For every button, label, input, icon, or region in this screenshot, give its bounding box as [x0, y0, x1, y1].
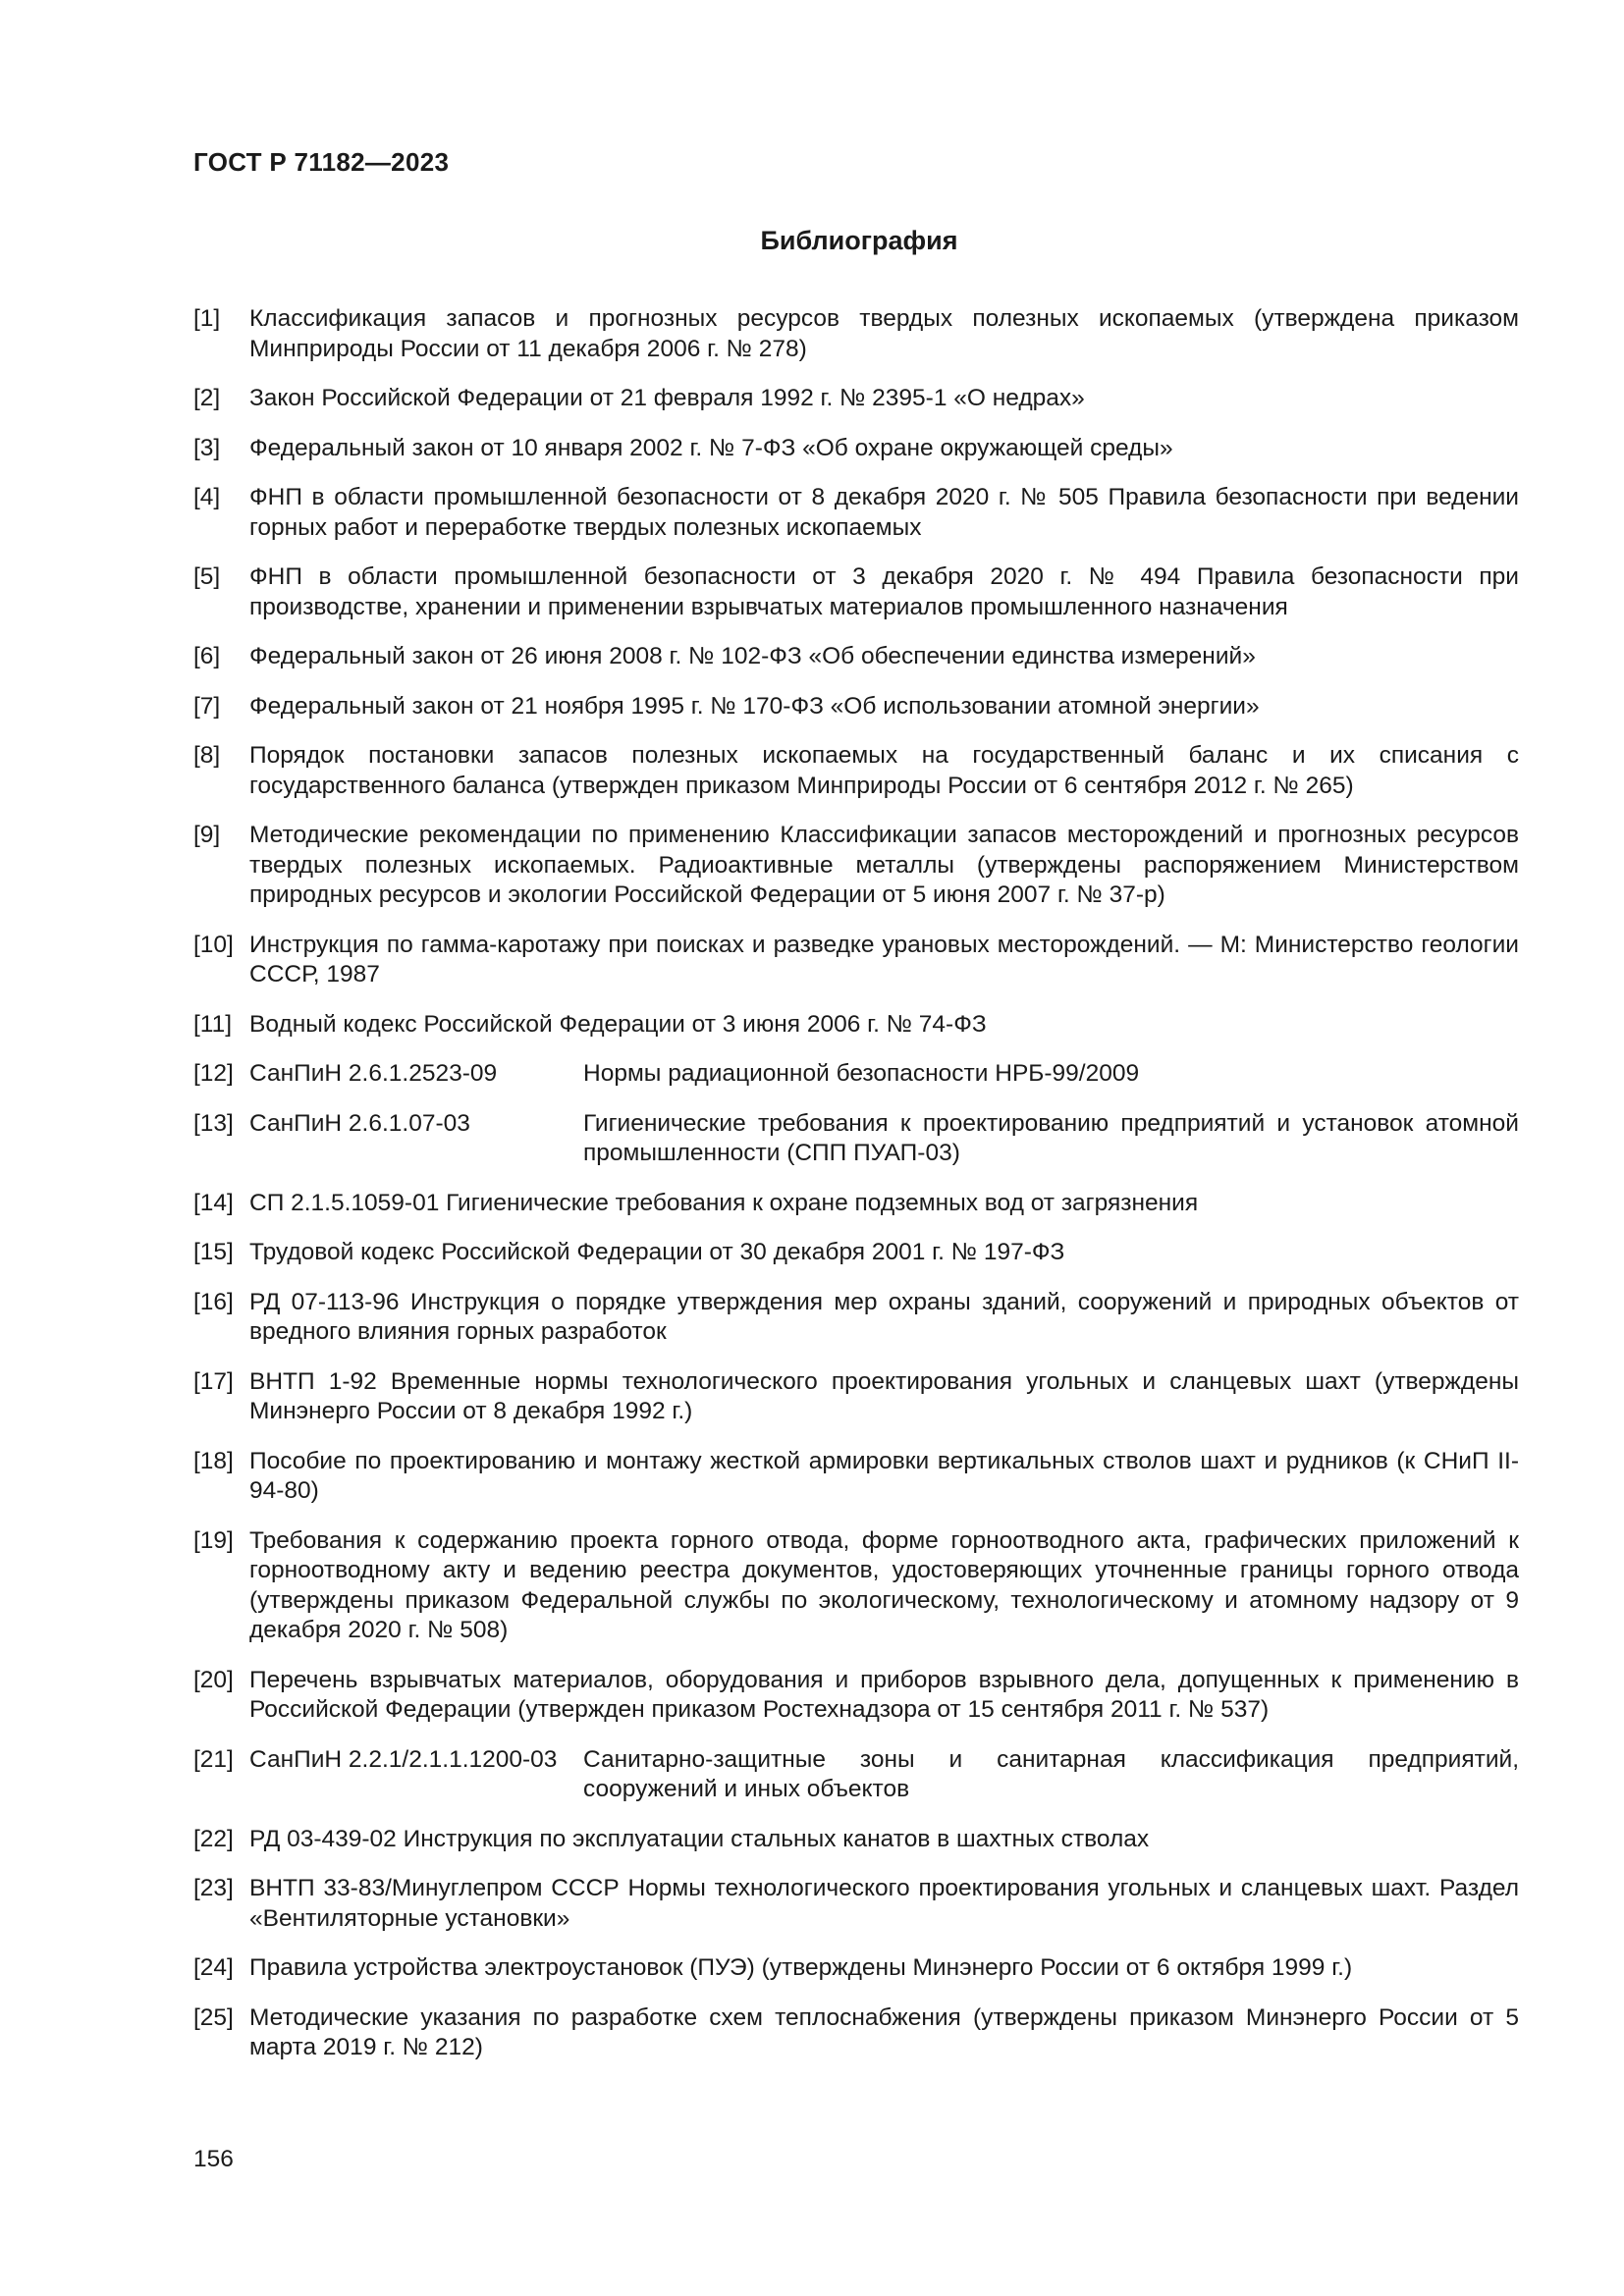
bibliography-entry — [193, 483, 1519, 543]
entry-text: ФНП в области промышленной безопасности от 3 декабря 2020 г. № 494 Правила безопасности при производстве, хранении и применении взрывчатых материалов промышленного назначения — [249, 563, 1519, 620]
bibliography-entry — [193, 741, 1519, 801]
entry-number: [25] — [193, 2003, 234, 2031]
entry-number: [9] — [193, 822, 221, 848]
bibliography-entry — [193, 562, 1519, 622]
entry-number: [12] — [193, 1060, 234, 1087]
entry-number: [10] — [193, 931, 234, 958]
entry-text: СП 2.1.5.1059-01 Гигиенические требования к охране подземных вод от загрязнения — [249, 1189, 1199, 1216]
entry-text: Методические указания по разработке схем теплоснабжения (утверждены приказом Минэнерго России от 5 марта 2019 г. № 212) — [249, 2003, 1519, 2060]
bibliography-entry — [193, 1367, 1519, 1427]
entry-number: [13] — [193, 1109, 234, 1137]
entry-number: [14] — [193, 1189, 234, 1216]
entry-text: Правила устройства электроустановок (ПУЭ) (утверждены Минэнерго России от 6 октября 1999 г.) — [249, 1954, 1353, 1981]
bibliography-entry — [193, 1059, 1519, 1090]
entry-text: Инструкция по гамма-каротажу при поисках и разведке урановых месторождений. — М: Министерство геологии СССР, 1987 — [249, 931, 1519, 988]
bibliography-entry — [193, 1825, 1519, 1855]
entry-code: СанПиН 2.6.1.07-03 — [249, 1109, 470, 1137]
entry-text: Трудовой кодекс Российской Федерации от 30 декабря 2001 г. № 197-ФЗ — [249, 1239, 1065, 1265]
bibliography-entry — [193, 1745, 1519, 1805]
bibliography-entry — [193, 1189, 1519, 1219]
bibliography-entry — [193, 821, 1519, 911]
entry-number: [17] — [193, 1367, 234, 1395]
bibliography-entry — [193, 1874, 1519, 1934]
bibliography-entry — [193, 1526, 1519, 1646]
bibliography-entry — [193, 1109, 1519, 1169]
entry-number: [11] — [193, 1010, 233, 1038]
section-title: Библиография — [760, 226, 958, 255]
bibliography-entry — [193, 1288, 1519, 1348]
entry-text: Нормы радиационной безопасности НРБ-99/2009 — [583, 1060, 1140, 1087]
entry-number: [5] — [193, 563, 221, 590]
bibliography-entry — [193, 642, 1519, 672]
entry-number: [22] — [193, 1825, 234, 1852]
entry-number: [21] — [193, 1745, 234, 1773]
bibliography-entry — [193, 931, 1519, 990]
entry-text: ВНТП 33-83/Минуглепром СССР Нормы технологического проектирования угольных и сланцевых шахт. Раздел «Вентиляторные установки» — [249, 1875, 1519, 1932]
bibliography-entry — [193, 2003, 1519, 2063]
bibliography-entry — [193, 1238, 1519, 1268]
entry-text: РД 07-113-96 Инструкция о порядке утверждения мер охраны зданий, сооружений и природных объектов от вредного влияния горных разработок — [249, 1288, 1519, 1345]
entry-number: [24] — [193, 1954, 234, 1981]
entry-number: [23] — [193, 1875, 234, 1901]
bibliography-entry — [193, 384, 1519, 414]
document-code-header: ГОСТ Р 71182—2023 — [193, 147, 450, 177]
entry-text: Федеральный закон от 10 января 2002 г. № 7-ФЗ «Об охране окружающей среды» — [249, 434, 1173, 461]
bibliography-entry — [193, 1447, 1519, 1507]
bibliography-entry — [193, 1010, 1519, 1041]
entry-number: [2] — [193, 385, 221, 411]
bibliography-list — [193, 304, 1519, 2083]
entry-number: [4] — [193, 484, 221, 510]
bibliography-entry — [193, 692, 1519, 722]
entry-text: Закон Российской Федерации от 21 февраля 1992 г. № 2395-1 «О недрах» — [249, 385, 1085, 411]
bibliography-entry — [193, 1953, 1519, 1984]
page-number: 156 — [193, 2146, 234, 2172]
entry-text: Порядок постановки запасов полезных ископаемых на государственный баланс и их списания с государственного баланса (утвержден приказом Минприроды России от 6 сентября 2012 г. № 265) — [249, 742, 1519, 799]
entry-text: Федеральный закон от 26 июня 2008 г. № 102-ФЗ «Об обеспечении единства измерений» — [249, 643, 1256, 669]
entry-number: [15] — [193, 1239, 234, 1265]
entry-number: [1] — [193, 305, 221, 332]
entry-number: [8] — [193, 742, 221, 769]
bibliography-entry — [193, 434, 1519, 464]
entry-text: Водный кодекс Российской Федерации от 3 июня 2006 г. № 74-ФЗ — [249, 1010, 987, 1038]
entry-text: Перечень взрывчатых материалов, оборудования и приборов взрывного дела, допущенных к применению в Российской Федерации (утвержден приказом Ростехнадзора от 15 сентября 2011 г. № 537) — [249, 1666, 1519, 1723]
entry-number: [18] — [193, 1447, 234, 1474]
entry-code: СанПиН 2.6.1.2523-09 — [249, 1060, 498, 1087]
entry-number: [19] — [193, 1526, 234, 1554]
entry-number: [20] — [193, 1666, 234, 1693]
entry-text: Классификация запасов и прогнозных ресурсов твердых полезных ископаемых (утверждена приказом Минприроды России от 11 декабря 2006 г. № 278) — [249, 305, 1519, 362]
entry-number: [6] — [193, 643, 221, 669]
entry-code: СанПиН 2.2.1/2.1.1.1200-03 — [249, 1745, 558, 1773]
entry-text: ВНТП 1-92 Временные нормы технологического проектирования угольных и сланцевых шахт (утверждены Минэнерго России от 8 декабря 1992 г.) — [249, 1367, 1519, 1424]
entry-text: Федеральный закон от 21 ноября 1995 г. № 170-ФЗ «Об использовании атомной энергии» — [249, 692, 1260, 720]
entry-text: Пособие по проектированию и монтажу жесткой армировки вертикальных стволов шахт и рудников (к СНиП II-94-80) — [249, 1447, 1519, 1504]
bibliography-entry — [193, 1666, 1519, 1726]
entry-number: [16] — [193, 1288, 234, 1315]
entry-number: [3] — [193, 434, 221, 461]
entry-text: РД 03-439-02 Инструкция по эксплуатации стальных канатов в шахтных стволах — [249, 1825, 1150, 1852]
entry-text: Гигиенические требования к проектированию предприятий и установок атомной промышленности (СПП ПУАП-03) — [583, 1109, 1519, 1166]
entry-number: [7] — [193, 692, 221, 720]
entry-text: Санитарно-защитные зоны и санитарная классификация предприятий, сооружений и иных объектов — [583, 1745, 1519, 1802]
bibliography-entry — [193, 304, 1519, 364]
entry-text: Методические рекомендации по применению Классификации запасов месторождений и прогнозных ресурсов твердых полезных ископаемых. Радиоактивные металлы (утверждены распоряжением Министерством природных ресурсов и экологии Российской Федерации от 5 июня 2007 г. № 37-р) — [249, 822, 1519, 908]
entry-text: ФНП в области промышленной безопасности от 8 декабря 2020 г. № 505 Правила безопасности при ведении горных работ и переработке твердых полезных ископаемых — [249, 484, 1519, 541]
entry-text: Требования к содержанию проекта горного отвода, форме горноотводного акта, графических приложений к горноотводному акту и ведению реестра документов, удостоверяющих уточненные границы горного отвода (утверждены приказом Федеральной службы по экологическому, технологическому и атомному надзору от 9 декабря 2020 г. № 508) — [249, 1526, 1519, 1643]
